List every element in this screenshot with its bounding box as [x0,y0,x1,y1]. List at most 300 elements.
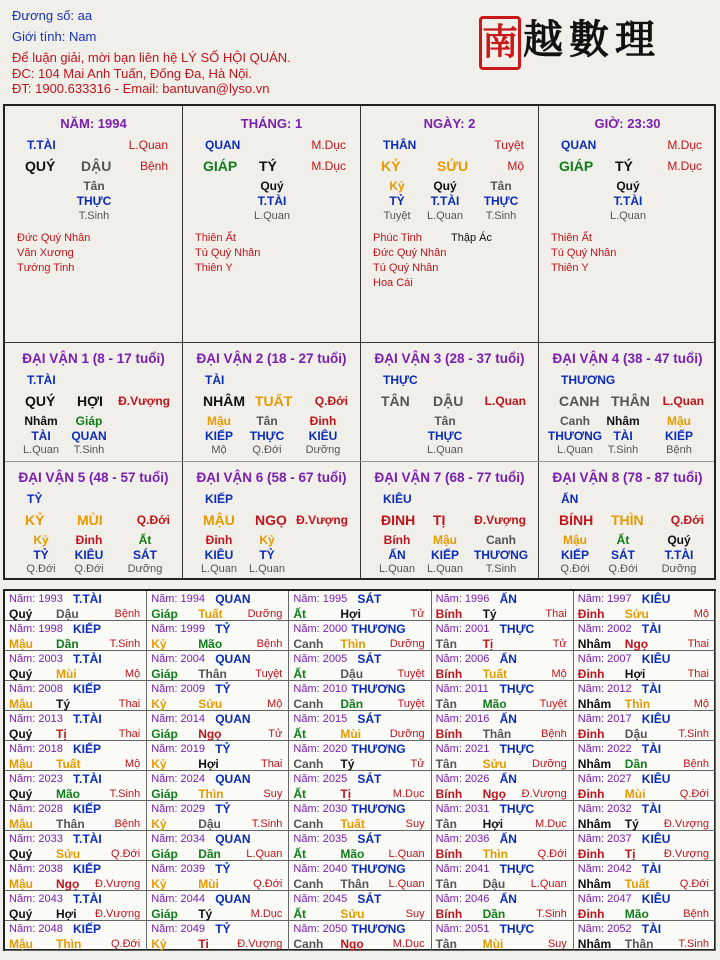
hidden-growth: Q.Đới [608,563,638,575]
year-label: Năm: 2027 [577,773,632,785]
year-growth: Đ.Vượng [521,788,567,800]
year-label: Năm: 2036 [435,833,490,845]
hidden-ten-god: KIẾP [664,429,693,443]
hidden-growth: T.Sinh [73,444,105,456]
year-stem: Canh [293,637,324,651]
year-branch: Thân [56,817,85,831]
year-ten-god: THƯƠNG [351,862,406,876]
year-growth: Suy [405,818,425,830]
year-cell [574,801,716,831]
year-branch: Tị [482,637,494,651]
year-cell [289,651,431,681]
pillar-title: NGÀY: 2 [423,116,476,131]
star-name: Tú Quý Nhân [551,247,617,259]
hidden-ten-god: T.TÀI [664,548,694,562]
year-branch: Dậu [198,817,221,831]
year-growth: M.Dục [392,938,425,950]
hidden-stem: Đinh [75,533,103,547]
year-ten-god: TỶ [215,922,231,936]
year-ten-god: TÀI [641,922,662,936]
year-stem: Kỷ [151,757,167,771]
year-label: Năm: 1996 [435,593,490,605]
year-label: Năm: 2041 [435,863,490,875]
dai-van-growth: L.Quan [662,394,704,408]
year-branch: Hợi [340,607,361,621]
hidden-ten-god: TÀI [613,429,633,443]
year-cell [432,621,574,651]
year-branch: Ngọ [624,637,649,651]
year-growth: Mộ [693,698,709,710]
hidden-ten-god: TỶ [33,548,49,562]
dai-van-title: ĐẠI VẬN 6 (58 - 67 tuổi) [196,470,347,485]
year-label: Năm: 2031 [435,803,490,815]
hidden-growth: Dưỡng [305,444,341,456]
year-branch: Tý [340,757,355,771]
dai-van-branch: THÂN [611,393,650,409]
year-growth: Thai [260,758,283,770]
year-cell [289,591,431,621]
dai-van-branch: MÙI [77,512,103,528]
year-cell [289,711,431,741]
hidden-ten-god: T.TÀI [257,194,287,208]
contact-line-3: ĐT: 1900.633316 - Email: bantuvan@lyso.vn [12,81,270,96]
year-cell [574,921,716,951]
year-cell [289,741,431,771]
year-stem: Nhâm [577,937,612,951]
hidden-stem: Mậu [667,414,691,428]
year-ten-god: ẤN [499,592,517,606]
dai-van-ten-god: TỶ [27,492,43,506]
dai-van-stem: CANH [559,393,600,409]
year-stem: Tân [435,697,457,711]
year-cell [432,771,574,801]
year-growth: M.Dục [250,908,283,920]
year-cell [574,621,716,651]
year-ten-god: THỰC [499,742,535,756]
dai-van-title: ĐẠI VẬN 1 (8 - 17 tuổi) [22,351,165,366]
year-ten-god: SÁT [357,712,382,726]
year-stem: Tân [435,637,457,651]
year-growth: Tử [410,608,425,620]
year-branch: Tuất [340,817,365,831]
hidden-growth: T.Sinh [78,210,110,222]
year-ten-god: ẤN [499,712,517,726]
year-growth: Tuyệt [539,698,567,710]
year-branch: Mùi [198,877,219,891]
year-growth: Đ.Vượng [95,908,141,920]
year-branch: Mão [340,847,365,861]
hidden-ten-god: KIẾP [560,548,589,562]
year-branch: Thân [482,727,512,741]
hidden-ten-god: ẤN [388,548,406,562]
year-ten-god: KIÊU [641,832,671,846]
year-ten-god: QUAN [215,892,251,906]
year-cell [574,891,716,921]
year-label: Năm: 2015 [293,713,348,725]
dai-van-ten-god: ẤN [561,492,579,506]
dai-van-cell [361,343,538,461]
year-growth: Thai [118,728,141,740]
star-name: Phúc Tinh [373,232,422,244]
hidden-ten-god: THỰC [76,194,112,208]
year-growth: L.Quan [388,848,425,860]
year-branch: Dần [482,907,506,921]
year-branch: Dậu [624,727,648,741]
star-name: Hoa Cái [373,277,413,289]
star-name: Thập Ác [451,232,492,244]
year-label: Năm: 1994 [151,593,205,605]
year-growth: Q.Đới [110,938,141,950]
year-label: Năm: 2005 [293,653,348,665]
year-stem: Đinh [577,727,605,741]
year-stem: Đinh [577,907,605,921]
year-stem: Đinh [577,847,605,861]
year-cell [574,681,716,711]
star-name: Văn Xương [17,247,74,259]
dai-van-cell [539,343,716,461]
year-cell [289,891,431,921]
year-stem: Kỷ [151,697,167,711]
year-cell [147,681,289,711]
earthly-branch: SỬU [437,158,469,174]
year-stem: Canh [293,757,324,771]
year-cell [432,711,574,741]
year-growth: Đ.Vượng [663,818,709,830]
dai-van-title: ĐẠI VẬN 5 (48 - 57 tuổi) [18,470,169,485]
dai-van-cell [539,462,716,580]
pillar-cell [539,106,716,344]
year-ten-god: THƯƠNG [351,742,406,756]
year-branch: Mão [482,697,507,711]
gender-line [12,29,96,44]
year-cell [432,591,574,621]
year-label: Năm: 2008 [9,683,63,695]
year-branch: Hợi [482,817,504,831]
year-branch: Dần [624,757,648,771]
year-label: Năm: 2040 [293,863,348,875]
hidden-growth: Dưỡng [127,563,163,575]
year-branch: Thân [198,667,227,681]
year-cell [574,711,716,741]
year-ten-god: ẤN [499,772,517,786]
year-stem: Giáp [151,907,178,921]
hidden-stem: Kỷ [259,533,275,547]
year-growth: Tuyệt [255,668,283,680]
year-cell [147,711,289,741]
year-stem: Nhâm [577,877,612,891]
hidden-growth: Q.Đới [74,563,104,575]
year-growth: Tử [410,758,425,770]
year-stem: Tân [435,757,457,771]
year-cell [147,771,289,801]
year-cell [432,681,574,711]
hidden-stem: Bính [383,533,411,547]
hidden-ten-god: TÀI [31,429,51,443]
year-label: Năm: 2048 [9,923,63,935]
dai-van-stem: ĐINH [381,512,416,528]
year-growth: Bệnh [683,908,709,920]
year-stem: Giáp [151,667,178,681]
year-cell [147,861,289,891]
year-stem: Ất [293,907,307,921]
annual-luck-table [3,589,716,951]
year-cell [147,921,289,951]
owner-line [12,8,92,23]
year-branch: Tý [56,697,71,711]
hidden-stem: Kỷ [33,533,49,547]
year-stem: Canh [293,937,324,951]
year-ten-god: TÀI [641,742,662,756]
year-stem: Mậu [9,757,33,771]
year-ten-god: KIẾP [73,622,102,636]
year-label: Năm: 2010 [293,683,348,695]
dai-van-cell [5,343,182,461]
year-growth: Dưỡng [532,758,567,770]
dai-van-growth: Q.Đới [670,513,704,527]
year-ten-god: KIÊU [641,712,671,726]
star-name: Thiên Ất [195,232,236,244]
year-stem: Mậu [9,697,33,711]
year-label: Năm: 2019 [151,743,205,755]
branch-growth: M.Dục [311,159,346,173]
year-label: Năm: 2022 [577,743,632,755]
year-label: Năm: 2037 [577,833,632,845]
year-stem: Quý [9,847,33,861]
star-name: Tú Quý Nhân [195,247,261,259]
year-cell [5,651,147,681]
year-growth: Bệnh [683,758,709,770]
hidden-stem: Tân [256,414,278,428]
year-ten-god: T.TÀI [73,832,102,846]
year-label: Năm: 2028 [9,803,63,815]
year-ten-god: THỰC [499,622,535,636]
year-growth: Bệnh [541,728,567,740]
year-stem: Tân [435,937,457,951]
year-growth: Suy [547,938,567,950]
pillar-title: THÁNG: 1 [240,116,303,131]
year-cell [289,771,431,801]
year-label: Năm: 2034 [151,833,205,845]
year-branch: Sửu [56,847,81,861]
year-ten-god: THỰC [499,682,535,696]
year-branch: Tị [340,787,352,801]
hidden-ten-god: KIÊU [74,548,104,562]
year-ten-god: TỶ [215,802,231,816]
year-ten-god: QUAN [215,652,251,666]
stem-growth: Tuyệt [494,138,524,152]
hidden-growth: Q.Đới [26,563,56,575]
year-label: Năm: 2049 [151,923,205,935]
dai-van-ten-god: THỰC [383,373,418,387]
year-stem: Quý [9,907,33,921]
year-branch: Dần [198,847,221,861]
year-branch: Mão [624,907,649,921]
dai-van-title: ĐẠI VẬN 2 (18 - 27 tuổi) [196,351,347,366]
year-growth: Q.Đới [110,848,141,860]
hidden-growth: Tuyệt [383,210,411,222]
hidden-growth: L.Quan [248,563,286,575]
year-growth: Dưỡng [389,638,425,650]
year-label: Năm: 2052 [577,923,632,935]
year-stem: Bính [435,727,463,741]
year-branch: Thìn [198,787,224,801]
hidden-stem: Canh [486,533,516,547]
year-label: Năm: 1993 [9,593,63,605]
gender-label: Giới tính: [12,29,69,44]
hidden-stem: Tân [83,179,105,193]
year-ten-god: ẤN [499,832,517,846]
year-growth: Dưỡng [247,608,283,620]
year-growth: Thai [118,698,141,710]
year-branch: Thìn [624,697,651,711]
hidden-ten-god: KIÊU [204,548,234,562]
year-stem: Kỷ [151,937,167,951]
year-ten-god: QUAN [215,832,251,846]
year-cell [147,831,289,861]
year-label: Năm: 2050 [293,923,348,935]
year-label: Năm: 2001 [435,623,490,635]
star-name: Thiên Y [551,262,589,274]
year-branch: Tuất [198,607,223,621]
year-label: Năm: 2011 [435,683,489,695]
year-cell [432,891,574,921]
year-branch: Tị [624,847,636,861]
star-name: Tú Quý Nhân [373,262,439,274]
year-branch: Thìn [482,847,508,861]
year-label: Năm: 2002 [577,623,632,635]
dai-van-branch: DẬU [433,393,464,409]
year-ten-god: T.TÀI [73,772,102,786]
dai-van-growth: L.Quan [484,394,526,408]
year-label: Năm: 2004 [151,653,205,665]
year-cell [5,891,147,921]
year-stem: Ất [293,727,307,741]
hidden-growth: L.Quan [378,563,416,575]
dai-van-growth: Đ.Vượng [296,513,348,527]
year-growth: Bệnh [114,818,141,830]
year-label: Năm: 1999 [151,623,205,635]
year-label: Năm: 2032 [577,803,632,815]
year-stem: Kỷ [151,877,167,891]
hidden-ten-god: THỰC [483,194,519,208]
hidden-stem: Nhâm [606,414,640,428]
year-branch: Thân [624,937,654,951]
year-growth: Mộ [551,668,567,680]
year-branch: Dậu [482,877,506,891]
dai-van-stem: MẬU [203,512,235,528]
year-label: Năm: 2047 [577,893,632,905]
year-cell [5,711,147,741]
year-growth: M.Dục [535,818,567,830]
year-ten-god: SÁT [357,892,382,906]
year-ten-god: THƯƠNG [351,622,406,636]
stem-growth: L.Quan [128,138,168,152]
year-ten-god: KIÊU [641,592,671,606]
year-growth: Thai [687,668,709,680]
year-ten-god: T.TÀI [73,652,102,666]
year-label: Năm: 2025 [293,773,348,785]
hidden-ten-god: SÁT [611,548,635,562]
hidden-growth: L.Quan [426,444,464,456]
star-name: Đức Quý Nhân [17,232,91,244]
year-branch: Mão [56,787,80,801]
year-stem: Ất [293,607,307,621]
year-ten-god: TÀI [641,802,662,816]
pillar-title: NĂM: 1994 [60,116,127,131]
year-cell [147,891,289,921]
year-growth: Đ.Vượng [663,848,709,860]
seal-stamp: 南 [479,16,521,70]
year-stem: Bính [435,847,463,861]
year-cell [5,741,147,771]
year-branch: Dần [56,637,79,651]
year-ten-god: KIÊU [641,652,671,666]
hidden-stem: Tân [490,179,512,193]
year-stem: Tân [435,817,457,831]
year-label: Năm: 2030 [293,803,348,815]
year-growth: Q.Đới [253,878,283,890]
hidden-stem: Canh [560,414,590,428]
year-branch: Dậu [56,607,79,621]
year-branch: Mùi [340,727,362,741]
hidden-growth: Mộ [211,444,227,456]
year-stem: Quý [9,727,33,741]
year-growth: T.Sinh [109,638,141,650]
year-branch: Mùi [624,787,646,801]
year-growth: Thai [545,608,567,620]
year-label: Năm: 2014 [151,713,205,725]
pillar-cell [361,106,538,344]
earthly-branch: TÝ [259,158,277,174]
year-growth: Tuyệt [397,698,425,710]
hidden-growth: L.Quan [200,563,238,575]
year-ten-god: KIÊU [641,772,671,786]
year-branch: Hợi [624,667,646,681]
year-stem: Mậu [9,937,33,951]
year-ten-god: THỰC [499,862,535,876]
year-cell [147,651,289,681]
year-cell [289,831,431,861]
year-stem: Quý [9,607,33,621]
year-stem: Canh [293,697,324,711]
year-label: Năm: 2046 [435,893,490,905]
year-cell [147,621,289,651]
dai-van-title: ĐẠI VẬN 8 (78 - 87 tuổi) [552,470,703,485]
dai-van-ten-god: THƯƠNG [561,373,616,387]
year-ten-god: TÀI [641,622,662,636]
hidden-stem: Quý [616,179,640,193]
year-growth: M.Dục [392,788,425,800]
year-ten-god: ẤN [499,892,517,906]
year-branch: Thìn [56,937,82,951]
year-label: Năm: 2006 [435,653,490,665]
year-ten-god: THỰC [499,922,535,936]
hidden-growth: Q.Đới [560,563,590,575]
year-growth: Thai [687,638,709,650]
hidden-stem: Ất [616,533,630,547]
year-cell [432,861,574,891]
year-label: Năm: 2020 [293,743,348,755]
year-cell [574,831,716,861]
year-cell [147,801,289,831]
year-branch: Dậu [340,667,364,681]
year-growth: Đ.Vượng [95,878,141,890]
year-label: Năm: 2042 [577,863,632,875]
year-cell [289,921,431,951]
ten-god-stem: QUAN [205,138,241,152]
year-stem: Canh [293,877,324,891]
year-ten-god: T.TÀI [73,712,102,726]
